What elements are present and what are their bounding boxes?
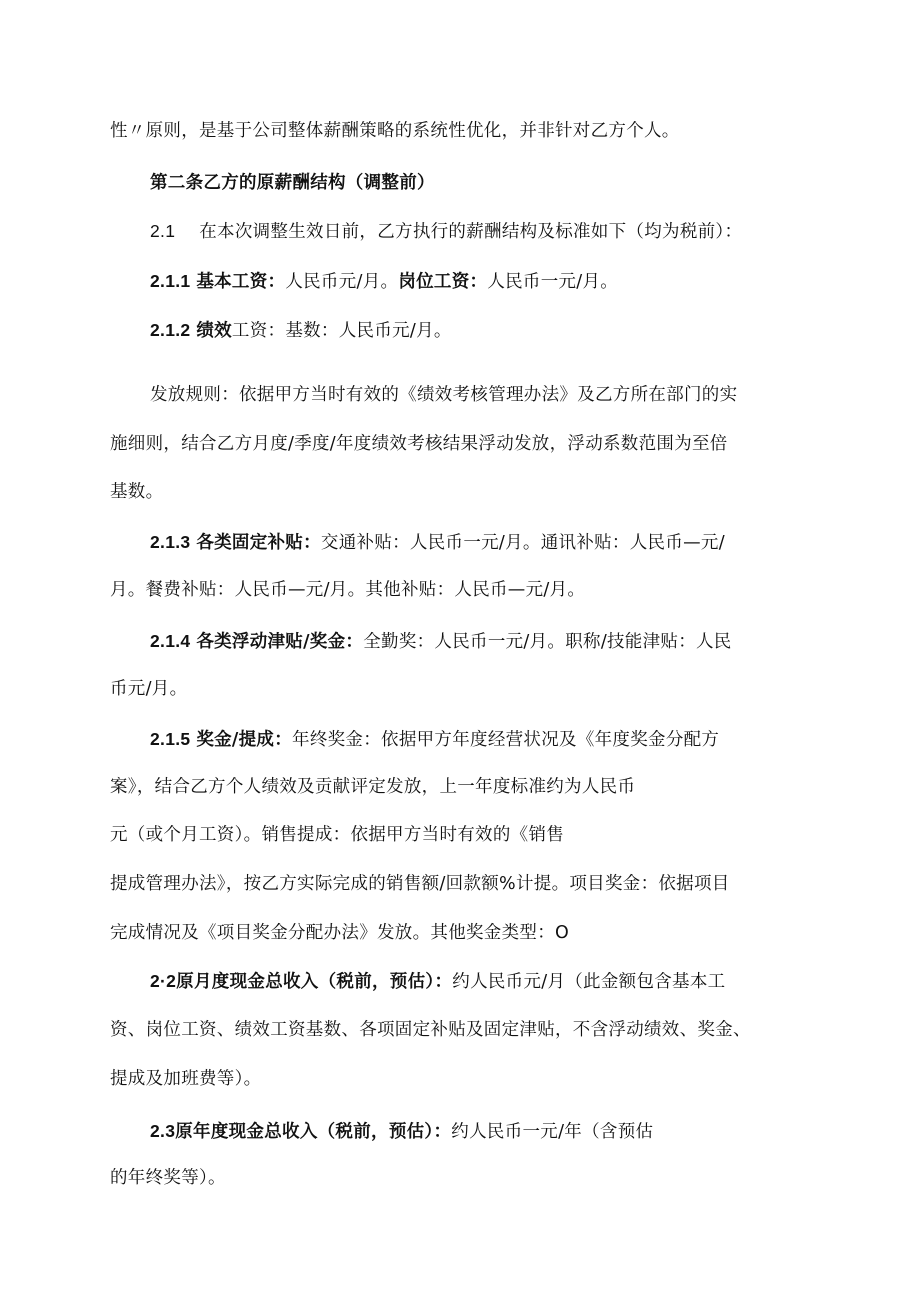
clause-text: 全勤奖：人民币一元/月。职称/技能津贴：人民 <box>363 632 732 652</box>
text-line: 提成管理办法》，按乙方实际完成的销售额/回款额%计提。项目奖金：依据项目 <box>110 874 730 894</box>
clause-label: 各类浮动津贴/奖金： <box>196 632 364 652</box>
clause-2-1-2 <box>150 322 452 341</box>
text-line: 月。餐费补贴：人民币—元/月。其他补贴：人民币—元/月。 <box>110 580 586 600</box>
text-line: 施细则，结合乙方月度/季度/年度绩效考核结果浮动发放，浮动系数范围为至倍 <box>110 434 728 454</box>
text-line: 性〃原则，是基于公司整体薪酬策略的系统性优化，并非针对乙方个人。 <box>110 121 680 141</box>
clause-2-1-1 <box>150 273 618 292</box>
text-line: 的年终奖等）。 <box>110 1168 226 1188</box>
clause-text: 人民币一元/月。 <box>487 272 619 292</box>
clause-text: 年终奖金：依据甲方年度经营状况及《年度奖金分配方 <box>292 730 720 750</box>
text-line: 元（或个月工资）。销售提成：依据甲方当时有效的《销售 <box>110 825 565 845</box>
clause-2-1-3 <box>150 534 725 553</box>
clause-2-1-5 <box>150 731 719 750</box>
clause-number: 2·2 <box>150 971 177 991</box>
clause-label: 岗位工资： <box>398 272 488 292</box>
clause-number: 2.1.4 <box>150 631 191 651</box>
clause-label: 原月度现金总收入（税前，预估）： <box>176 972 453 992</box>
clause-text: 基数：人民币元/月。 <box>285 321 452 341</box>
text-line: 案》，结合乙方个人绩效及贡献评定发放，上一年度标准约为人民币 <box>110 777 636 797</box>
clause-2-1 <box>150 223 742 242</box>
article-heading: 第二条乙方的原薪酬结构（调整前） <box>150 173 435 193</box>
clause-number: 2.1 <box>150 221 176 241</box>
clause-text: 约人民币一元/年（含预估 <box>451 1122 654 1142</box>
text-line: 发放规则：依据甲方当时有效的《绩效考核管理办法》及乙方所在部门的实 <box>150 385 738 405</box>
clause-text: 人民币元/月。 <box>285 272 399 292</box>
text-line: 资、岗位工资、绩效工资基数、各项固定补贴及固定津贴，不含浮动绩效、奖金、 <box>110 1020 751 1040</box>
clause-label: 基本工资： <box>196 272 286 292</box>
text-line: 基数。 <box>110 482 164 502</box>
text-line: 完成情况及《项目奖金分配办法》发放。其他奖金类型：O <box>110 923 570 943</box>
text-line: 币元/月。 <box>110 679 188 699</box>
clause-label: 各类固定补贴： <box>196 533 321 553</box>
clause-number: 2.3 <box>150 1121 176 1141</box>
clause-number: 2.1.2 <box>150 320 191 340</box>
clause-number: 2.1.5 <box>150 729 191 749</box>
clause-text: 交通补贴：人民币一元/月。通讯补贴：人民币—元/ <box>320 533 725 553</box>
clause-text: 在本次调整生效日前，乙方执行的薪酬结构及标准如下（均为税前）： <box>199 222 743 242</box>
clause-2-3 <box>150 1123 653 1142</box>
clause-label: 绩效 <box>196 321 232 341</box>
clause-2-2 <box>150 973 725 992</box>
clause-label: 原年度现金总收入（税前，预估）： <box>175 1122 452 1142</box>
clause-2-1-4 <box>150 633 732 652</box>
clause-label: 工资： <box>231 321 286 341</box>
text-line: 提成及加班费等）。 <box>110 1069 262 1089</box>
clause-number: 2.1.1 <box>150 271 191 291</box>
clause-label: 奖金/提成： <box>196 730 293 750</box>
clause-text: 约人民币元/月（此金额包含基本工 <box>452 972 726 992</box>
clause-number: 2.1.3 <box>150 532 191 552</box>
